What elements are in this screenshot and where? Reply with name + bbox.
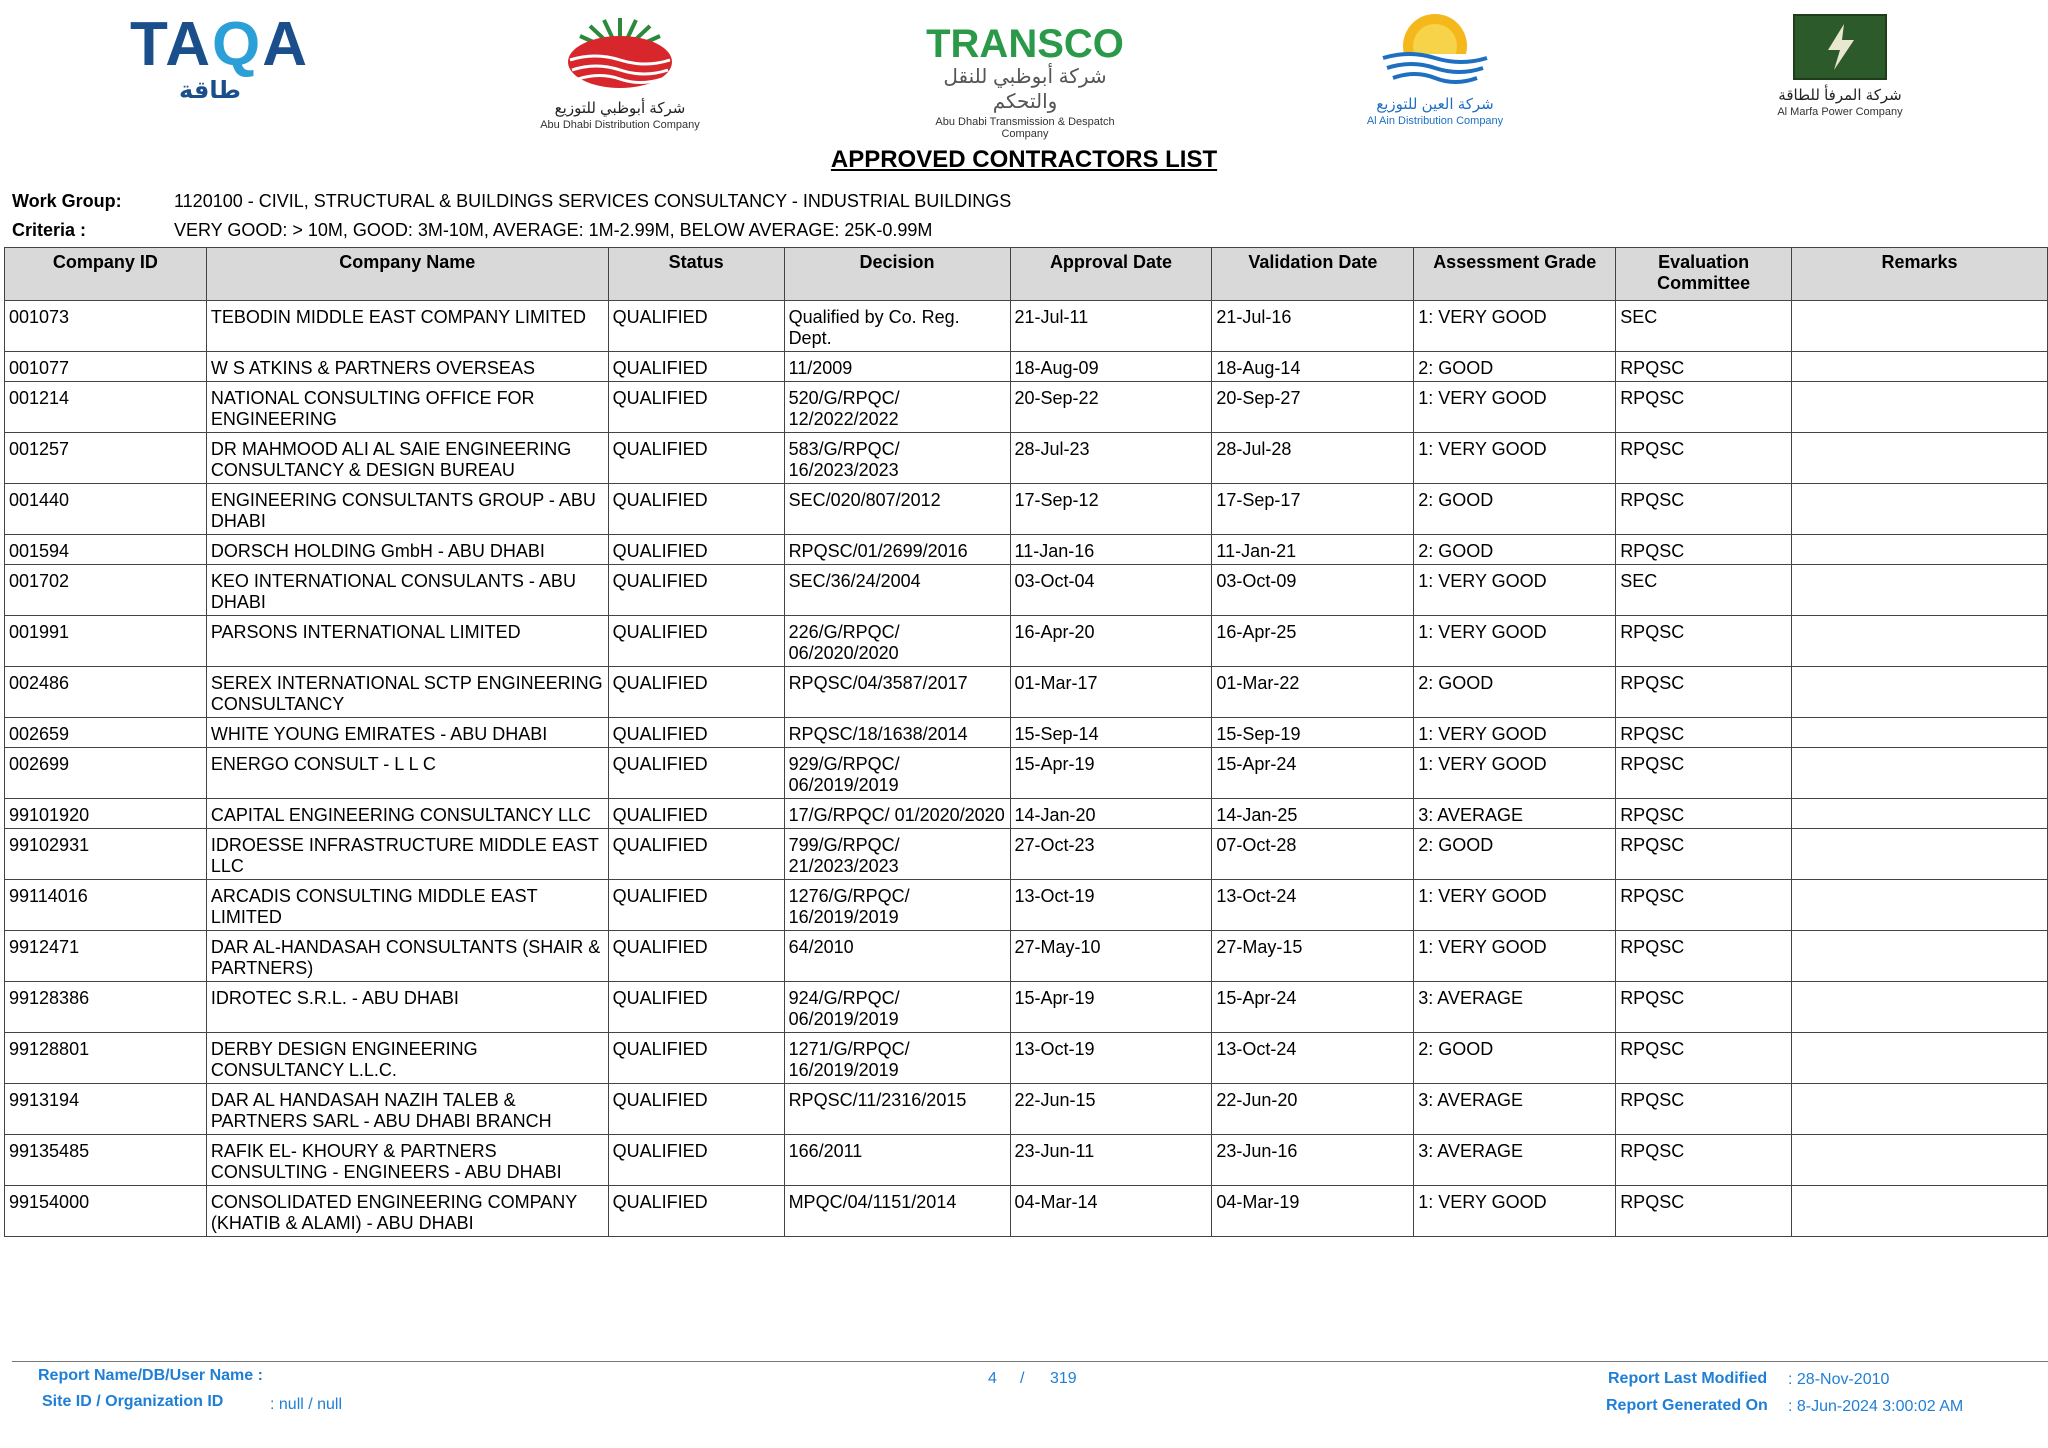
table-row [5,1033,2048,1084]
assessment-grade-cell: 1: VERY GOOD [1414,1186,1616,1237]
contractors-table [4,247,2048,1237]
remarks-cell [1792,748,2048,799]
table-header-row [5,248,2048,301]
company-name-cell: WHITE YOUNG EMIRATES - ABU DHABI [206,718,608,748]
assessment-grade-cell: 2: GOOD [1414,484,1616,535]
assessment-grade-cell: 1: VERY GOOD [1414,382,1616,433]
work-group [12,191,1011,212]
decision-cell: RPQSC/11/2316/2015 [784,1084,1010,1135]
evaluation-committee-cell: RPQSC [1616,931,1792,982]
table-row [5,433,2048,484]
validation-date-cell: 27-May-15 [1212,931,1414,982]
generated-value: : 8-Jun-2024 3:00:02 AM [1788,1398,1964,1415]
assessment-grade-cell: 2: GOOD [1414,535,1616,565]
decision-cell: 17/G/RPQC/ 01/2020/2020 [784,799,1010,829]
table-row [5,982,2048,1033]
company-id-cell: 001702 [5,565,207,616]
remarks-cell [1792,433,2048,484]
taqa-logo: TAQA طاقة [130,10,310,104]
evaluation-committee-cell: RPQSC [1616,829,1792,880]
decision-cell: 583/G/RPQC/ 16/2023/2023 [784,433,1010,484]
company-id-cell: 001440 [5,484,207,535]
approval-date-cell: 20-Sep-22 [1010,382,1212,433]
status-cell: QUALIFIED [608,1135,784,1186]
decision-cell: 924/G/RPQC/ 06/2019/2019 [784,982,1010,1033]
remarks-cell [1792,382,2048,433]
company-name-cell: DAR AL HANDASAH NAZIH TALEB & PARTNERS SARL - ABU DHABI BRANCH [206,1084,608,1135]
status-cell: QUALIFIED [608,799,784,829]
evaluation-committee-cell: RPQSC [1616,1084,1792,1135]
company-id-cell: 99128801 [5,1033,207,1084]
evaluation-committee-cell: RPQSC [1616,352,1792,382]
col-evaluation-committee: Evaluation Committee [1616,248,1792,301]
company-name-cell: IDROESSE INFRASTRUCTURE MIDDLE EAST LLC [206,829,608,880]
col-company-id: Company ID [5,248,207,301]
assessment-grade-cell: 2: GOOD [1414,829,1616,880]
criteria-label: Criteria : [12,220,87,240]
assessment-grade-cell: 1: VERY GOOD [1414,565,1616,616]
validation-date-cell: 15-Apr-24 [1212,748,1414,799]
remarks-cell [1792,718,2048,748]
col-validation-date: Validation Date [1212,248,1414,301]
aadc-logo: شركة العين للتوزيع Al Ain Distribution Company [1330,10,1540,127]
company-id-cell: 99114016 [5,880,207,931]
approval-date-cell: 22-Jun-15 [1010,1084,1212,1135]
status-cell: QUALIFIED [608,484,784,535]
assessment-grade-cell: 3: AVERAGE [1414,799,1616,829]
approval-date-cell: 27-Oct-23 [1010,829,1212,880]
table-row [5,352,2048,382]
assessment-grade-cell: 2: GOOD [1414,667,1616,718]
validation-date-cell: 07-Oct-28 [1212,829,1414,880]
validation-date-cell: 20-Sep-27 [1212,382,1414,433]
decision-cell: 11/2009 [784,352,1010,382]
approval-date-cell: 23-Jun-11 [1010,1135,1212,1186]
status-cell: QUALIFIED [608,880,784,931]
validation-date-cell: 15-Apr-24 [1212,982,1414,1033]
company-name-cell: CAPITAL ENGINEERING CONSULTANCY LLC [206,799,608,829]
validation-date-cell: 21-Jul-16 [1212,301,1414,352]
validation-date-cell: 13-Oct-24 [1212,880,1414,931]
company-name-cell: NATIONAL CONSULTING OFFICE FOR ENGINEERING [206,382,608,433]
validation-date-cell: 13-Oct-24 [1212,1033,1414,1084]
decision-cell: 1271/G/RPQC/ 16/2019/2019 [784,1033,1010,1084]
validation-date-cell: 15-Sep-19 [1212,718,1414,748]
company-name-cell: ENERGO CONSULT - L L C [206,748,608,799]
evaluation-committee-cell: SEC [1616,565,1792,616]
table-row [5,667,2048,718]
validation-date-cell: 17-Sep-17 [1212,484,1414,535]
company-name-cell: RAFIK EL- KHOURY & PARTNERS CONSULTING - ENGINEERS - ABU DHABI [206,1135,608,1186]
lightning-icon [1793,14,1887,80]
evaluation-committee-cell: RPQSC [1616,433,1792,484]
evaluation-committee-cell: RPQSC [1616,1135,1792,1186]
status-cell: QUALIFIED [608,667,784,718]
assessment-grade-cell: 1: VERY GOOD [1414,880,1616,931]
approval-date-cell: 14-Jan-20 [1010,799,1212,829]
validation-date-cell: 28-Jul-28 [1212,433,1414,484]
criteria-value: VERY GOOD: > 10M, GOOD: 3M-10M, AVERAGE: 1M-2.99M, BELOW AVERAGE: 25K-0.99M [174,220,933,240]
col-assessment-grade: Assessment Grade [1414,248,1616,301]
approval-date-cell: 17-Sep-12 [1010,484,1212,535]
status-cell: QUALIFIED [608,931,784,982]
table-row [5,616,2048,667]
approval-date-cell: 21-Jul-11 [1010,301,1212,352]
table-row [5,718,2048,748]
status-cell: QUALIFIED [608,565,784,616]
col-decision: Decision [784,248,1010,301]
status-cell: QUALIFIED [608,301,784,352]
validation-date-cell: 03-Oct-09 [1212,565,1414,616]
validation-date-cell: 23-Jun-16 [1212,1135,1414,1186]
company-id-cell: 002699 [5,748,207,799]
decision-cell: MPQC/04/1151/2014 [784,1186,1010,1237]
company-name-cell: CONSOLIDATED ENGINEERING COMPANY (KHATIB & ALAMI) - ABU DHABI [206,1186,608,1237]
evaluation-committee-cell: RPQSC [1616,718,1792,748]
remarks-cell [1792,1135,2048,1186]
col-company-name: Company Name [206,248,608,301]
company-id-cell: 99128386 [5,982,207,1033]
work-group-label: Work Group: [12,191,122,211]
status-cell: QUALIFIED [608,1033,784,1084]
remarks-cell [1792,301,2048,352]
approval-date-cell: 04-Mar-14 [1010,1186,1212,1237]
remarks-cell [1792,982,2048,1033]
site-label: Site ID / Organization ID [42,1393,224,1410]
status-cell: QUALIFIED [608,535,784,565]
remarks-cell [1792,1084,2048,1135]
remarks-cell [1792,829,2048,880]
decision-cell: RPQSC/01/2699/2016 [784,535,1010,565]
company-id-cell: 001257 [5,433,207,484]
evaluation-committee-cell: RPQSC [1616,382,1792,433]
company-name-cell: DERBY DESIGN ENGINEERING CONSULTANCY L.L.C. [206,1033,608,1084]
remarks-cell [1792,880,2048,931]
company-id-cell: 9912471 [5,931,207,982]
company-id-cell: 002659 [5,718,207,748]
status-cell: QUALIFIED [608,352,784,382]
validation-date-cell: 01-Mar-22 [1212,667,1414,718]
company-name-cell: DAR AL-HANDASAH CONSULTANTS (SHAIR & PARTNERS) [206,931,608,982]
footer-divider [12,1361,2048,1362]
remarks-cell [1792,1186,2048,1237]
amp-logo: شركة المرفأ للطاقة Al Marfa Power Company [1750,14,1930,118]
status-cell: QUALIFIED [608,1186,784,1237]
decision-cell: 929/G/RPQC/ 06/2019/2019 [784,748,1010,799]
table-row [5,535,2048,565]
evaluation-committee-cell: RPQSC [1616,748,1792,799]
approval-date-cell: 13-Oct-19 [1010,1033,1212,1084]
assessment-grade-cell: 3: AVERAGE [1414,1135,1616,1186]
evaluation-committee-cell: RPQSC [1616,1186,1792,1237]
col-status: Status [608,248,784,301]
company-id-cell: 001594 [5,535,207,565]
status-cell: QUALIFIED [608,829,784,880]
validation-date-cell: 22-Jun-20 [1212,1084,1414,1135]
validation-date-cell: 11-Jan-21 [1212,535,1414,565]
decision-cell: SEC/020/807/2012 [784,484,1010,535]
approval-date-cell: 27-May-10 [1010,931,1212,982]
remarks-cell [1792,565,2048,616]
company-name-cell: W S ATKINS & PARTNERS OVERSEAS [206,352,608,382]
company-id-cell: 001077 [5,352,207,382]
company-id-cell: 99135485 [5,1135,207,1186]
table-row [5,748,2048,799]
evaluation-committee-cell: RPQSC [1616,982,1792,1033]
page-title: APPROVED CONTRACTORS LIST [830,146,1218,173]
table-row [5,382,2048,433]
page-separator: / [1020,1370,1025,1387]
remarks-cell [1792,667,2048,718]
assessment-grade-cell: 3: AVERAGE [1414,1084,1616,1135]
company-name-cell: TEBODIN MIDDLE EAST COMPANY LIMITED [206,301,608,352]
decision-cell: 520/G/RPQC/ 12/2022/2022 [784,382,1010,433]
evaluation-committee-cell: RPQSC [1616,880,1792,931]
work-group-value: 1120100 - CIVIL, STRUCTURAL & BUILDINGS SERVICES CONSULTANCY - INDUSTRIAL BUILDINGS [174,191,1012,211]
evaluation-committee-cell: RPQSC [1616,667,1792,718]
remarks-cell [1792,616,2048,667]
status-cell: QUALIFIED [608,982,784,1033]
transco-logo: TRANSCO شركة أبوظبي للنقل والتحكم Abu Dhabi Transmission & Despatch Company [926,22,1124,140]
assessment-grade-cell: 1: VERY GOOD [1414,616,1616,667]
status-cell: QUALIFIED [608,748,784,799]
col-approval-date: Approval Date [1010,248,1212,301]
decision-cell: Qualified by Co. Reg. Dept. [784,301,1010,352]
evaluation-committee-cell: RPQSC [1616,484,1792,535]
decision-cell: 1276/G/RPQC/ 16/2019/2019 [784,880,1010,931]
aadc-sun-icon [1375,10,1495,90]
company-id-cell: 99101920 [5,799,207,829]
site-value: : null / null [270,1396,343,1413]
company-name-cell: ARCADIS CONSULTING MIDDLE EAST LIMITED [206,880,608,931]
status-cell: QUALIFIED [608,1084,784,1135]
company-name-cell: IDROTEC S.R.L. - ABU DHABI [206,982,608,1033]
decision-cell: RPQSC/18/1638/2014 [784,718,1010,748]
table-row [5,880,2048,931]
remarks-cell [1792,484,2048,535]
page-current: 4 [988,1370,997,1387]
decision-cell: 226/G/RPQC/ 06/2020/2020 [784,616,1010,667]
page-total: 319 [1050,1370,1077,1387]
company-name-cell: PARSONS INTERNATIONAL LIMITED [206,616,608,667]
evaluation-committee-cell: RPQSC [1616,1033,1792,1084]
company-id-cell: 99154000 [5,1186,207,1237]
last-modified-value: : 28-Nov-2010 [1788,1371,1890,1388]
decision-cell: SEC/36/24/2004 [784,565,1010,616]
table-row [5,829,2048,880]
assessment-grade-cell: 1: VERY GOOD [1414,748,1616,799]
table-row [5,1186,2048,1237]
company-name-cell: SEREX INTERNATIONAL SCTP ENGINEERING CONSULTANCY [206,667,608,718]
assessment-grade-cell: 1: VERY GOOD [1414,433,1616,484]
status-cell: QUALIFIED [608,718,784,748]
table-row [5,931,2048,982]
table-row [5,484,2048,535]
assessment-grade-cell: 1: VERY GOOD [1414,718,1616,748]
evaluation-committee-cell: RPQSC [1616,616,1792,667]
validation-date-cell: 04-Mar-19 [1212,1186,1414,1237]
approval-date-cell: 01-Mar-17 [1010,667,1212,718]
status-cell: QUALIFIED [608,382,784,433]
approval-date-cell: 15-Sep-14 [1010,718,1212,748]
table-row [5,1135,2048,1186]
generated-label: Report Generated On [1606,1397,1768,1414]
approval-date-cell: 13-Oct-19 [1010,880,1212,931]
assessment-grade-cell: 3: AVERAGE [1414,982,1616,1033]
validation-date-cell: 16-Apr-25 [1212,616,1414,667]
table-row [5,1084,2048,1135]
company-id-cell: 99102931 [5,829,207,880]
remarks-cell [1792,799,2048,829]
company-id-cell: 001991 [5,616,207,667]
table-body [5,301,2048,1237]
remarks-cell [1792,1033,2048,1084]
evaluation-committee-cell: RPQSC [1616,535,1792,565]
last-modified-label: Report Last Modified [1608,1370,1768,1387]
company-id-cell: 001073 [5,301,207,352]
adwec-emblem-icon [560,14,680,94]
remarks-cell [1792,931,2048,982]
logo-strip [0,0,2048,140]
decision-cell: 64/2010 [784,931,1010,982]
report-name-label: Report Name/DB/User Name : [38,1367,263,1384]
company-id-cell: 001214 [5,382,207,433]
approval-date-cell: 15-Apr-19 [1010,982,1212,1033]
company-name-cell: DR MAHMOOD ALI AL SAIE ENGINEERING CONSULTANCY & DESIGN BUREAU [206,433,608,484]
decision-cell: RPQSC/04/3587/2017 [784,667,1010,718]
company-name-cell: ENGINEERING CONSULTANTS GROUP - ABU DHABI [206,484,608,535]
approval-date-cell: 28-Jul-23 [1010,433,1212,484]
company-id-cell: 002486 [5,667,207,718]
company-name-cell: KEO INTERNATIONAL CONSULANTS - ABU DHABI [206,565,608,616]
table-row [5,799,2048,829]
company-name-cell: DORSCH HOLDING GmbH - ABU DHABI [206,535,608,565]
assessment-grade-cell: 1: VERY GOOD [1414,301,1616,352]
remarks-cell [1792,535,2048,565]
status-cell: QUALIFIED [608,433,784,484]
approval-date-cell: 11-Jan-16 [1010,535,1212,565]
validation-date-cell: 14-Jan-25 [1212,799,1414,829]
col-remarks: Remarks [1792,248,2048,301]
remarks-cell [1792,352,2048,382]
decision-cell: 799/G/RPQC/ 21/2023/2023 [784,829,1010,880]
approval-date-cell: 16-Apr-20 [1010,616,1212,667]
decision-cell: 166/2011 [784,1135,1010,1186]
table-row [5,301,2048,352]
assessment-grade-cell: 2: GOOD [1414,1033,1616,1084]
criteria [12,220,932,241]
company-id-cell: 9913194 [5,1084,207,1135]
adwec-logo: شركة أبوظبي للتوزيع Abu Dhabi Distribution Company [510,14,730,131]
validation-date-cell: 18-Aug-14 [1212,352,1414,382]
evaluation-committee-cell: SEC [1616,301,1792,352]
approval-date-cell: 03-Oct-04 [1010,565,1212,616]
approval-date-cell: 18-Aug-09 [1010,352,1212,382]
evaluation-committee-cell: RPQSC [1616,799,1792,829]
approval-date-cell: 15-Apr-19 [1010,748,1212,799]
status-cell: QUALIFIED [608,616,784,667]
table-row [5,565,2048,616]
assessment-grade-cell: 2: GOOD [1414,352,1616,382]
assessment-grade-cell: 1: VERY GOOD [1414,931,1616,982]
